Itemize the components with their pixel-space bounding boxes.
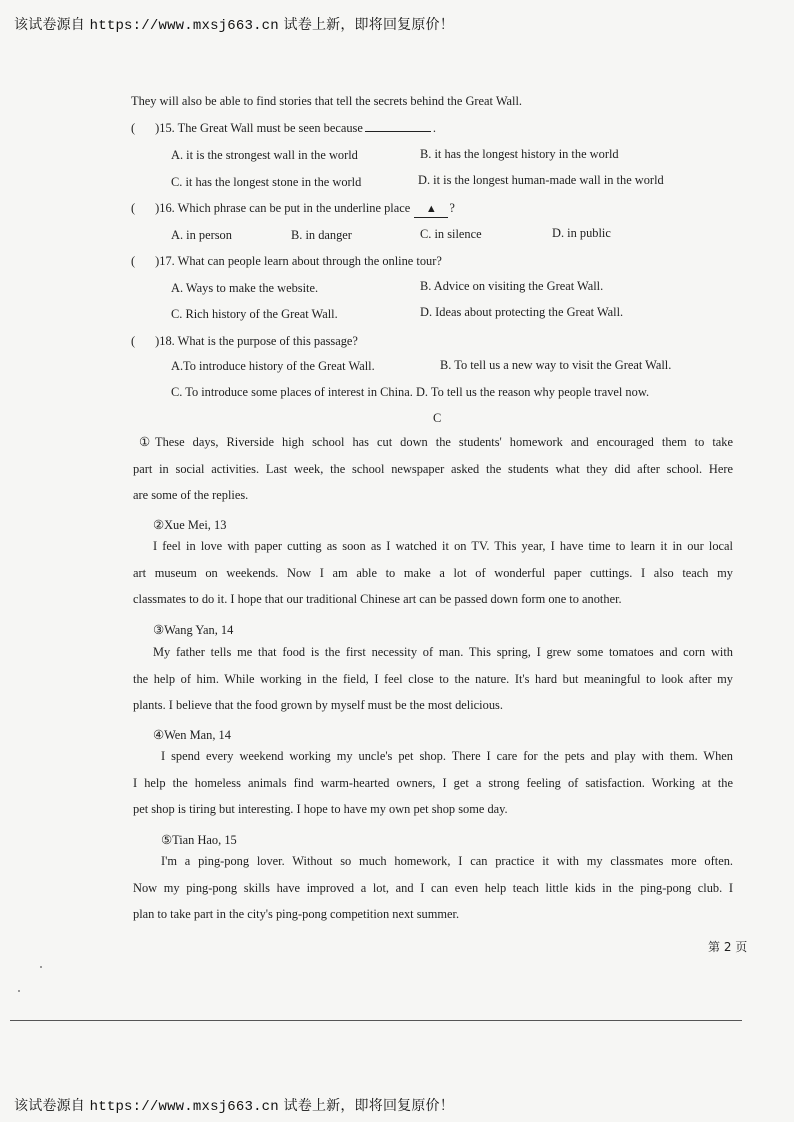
question-16-stem: )16. Which phrase can be put in the underline place xyxy=(155,201,411,215)
paragraph-line: I'm a ping-pong lover. Without so much homework, I can practice it with my classmates more often. xyxy=(161,854,733,868)
paragraph-line: I help the homeless animals find warm-hearted owners, I get a strong feeling of satisfaction. Working at the xyxy=(133,775,733,790)
paragraph-line: classmates to do it. I hope that our traditional Chinese art can be passed down form one to another. xyxy=(133,592,622,606)
option-17c: C. Rich history of the Great Wall. xyxy=(171,307,338,321)
paragraph-tian-hao xyxy=(133,848,733,928)
banner-url[interactable]: https://www.mxsj663.cn xyxy=(89,1099,279,1115)
paragraph-line: My father tells me that food is the first necessity of man. This spring, I grew some tomatoes and corn with xyxy=(153,645,733,659)
question-18 xyxy=(131,333,358,349)
question-18-stem: )18. What is the purpose of this passage? xyxy=(155,334,358,348)
option-15d: D. it is the longest human-made wall in the world xyxy=(418,173,664,187)
paragraph-line: plants. I believe that the food grown by myself must be the most delicious. xyxy=(133,698,503,712)
option-17a: A. Ways to make the website. xyxy=(171,281,319,295)
option-18c-d: C. To introduce some places of interest in China. D. To tell us the reason why people travel now. xyxy=(171,385,650,399)
paragraph-line: art museum on weekends. Now I am able to make a lot of wonderful paper cuttings. I also teach my xyxy=(133,565,733,580)
question-17-stem: )17. What can people learn about through the online tour? xyxy=(155,254,442,268)
scan-speck xyxy=(40,966,42,968)
paragraph-line: I feel in love with paper cutting as soon as I watched it on TV. This year, I have time to learn it in our local xyxy=(153,539,733,553)
question-16: ( )16. Which phrase can be put in the underline place ▲ ? xyxy=(131,200,455,218)
underline-place xyxy=(414,200,448,218)
option-16d: D. in public xyxy=(552,226,611,240)
option-16c: C. in silence xyxy=(420,227,482,241)
banner-suffix: 试卷上新，即将回复原价！ xyxy=(283,1098,454,1114)
student-name-xue-mei: ②Xue Mei, 13 xyxy=(153,518,227,532)
paragraph-wen-man xyxy=(133,743,733,823)
paragraph-line: plan to take part in the city's ping-pong competition next summer. xyxy=(133,907,460,921)
section-heading: C xyxy=(433,411,442,425)
paragraph-xue-mei xyxy=(133,533,733,613)
paragraph-line: are some of the replies. xyxy=(133,488,249,502)
banner-url[interactable]: https://www.mxsj663.cn xyxy=(89,18,279,34)
scan-speck xyxy=(18,990,20,992)
answer-paren: ( xyxy=(131,121,136,135)
paragraph-line: pet shop is tiring but interesting. I hope to have my own pet shop some day. xyxy=(133,802,508,816)
page-number: 第 2 页 xyxy=(708,940,748,954)
question-15-stem: )15. The Great Wall must be seen because xyxy=(155,121,363,135)
paragraph-line: Now my ping-pong skills have improved a lot, and I can even help teach little kids in the ping-pong club. I xyxy=(133,880,733,895)
option-17d: D. Ideas about protecting the Great Wall. xyxy=(420,305,624,319)
source-banner-top xyxy=(14,14,454,34)
answer-paren: ( xyxy=(131,254,136,268)
source-banner-bottom xyxy=(14,1095,454,1115)
paragraph-intro xyxy=(133,429,733,509)
answer-paren: ( xyxy=(131,334,136,348)
banner-prefix: 该试卷源自 xyxy=(14,17,85,33)
banner-prefix: 该试卷源自 xyxy=(14,1098,85,1114)
intro-line: They will also be able to find stories that tell the secrets behind the Great Wall. xyxy=(131,94,523,108)
question-17 xyxy=(131,253,442,269)
option-18a: A.To introduce history of the Great Wall. xyxy=(171,359,375,373)
option-15a: A. it is the strongest wall in the world xyxy=(171,148,358,162)
student-name-tian-hao: ⑤Tian Hao, 15 xyxy=(161,833,237,847)
option-16b: B. in danger xyxy=(291,228,352,242)
triangle-mark-icon: ▲ xyxy=(425,203,437,215)
page-bottom-rule xyxy=(10,1020,742,1021)
option-17b: B. Advice on visiting the Great Wall. xyxy=(420,279,604,293)
option-15b: B. it has the longest history in the world xyxy=(420,147,619,161)
paragraph-line: I spend every weekend working my uncle's pet shop. There I care for the pets and play with them. When xyxy=(161,749,733,763)
question-15: ( )15. The Great Wall must be seen because . xyxy=(131,121,436,135)
option-18b: B. To tell us a new way to visit the Great Wall. xyxy=(440,358,672,372)
student-name-wang-yan: ③Wang Yan, 14 xyxy=(153,623,234,637)
paragraph-line: part in social activities. Last week, the school newspaper asked the students what they did after school. Here xyxy=(133,461,733,476)
paragraph-wang-yan xyxy=(133,639,733,719)
answer-paren: ( xyxy=(131,201,136,215)
paragraph-line: the help of him. While working in the field, I feel close to the nature. It's hard but meaningful to look after my xyxy=(133,671,733,686)
student-name-wen-man: ④Wen Man, 14 xyxy=(153,728,231,742)
answer-blank xyxy=(365,121,431,132)
option-16a: A. in person xyxy=(171,228,232,242)
banner-suffix: 试卷上新，即将回复原价！ xyxy=(283,17,454,33)
option-15c: C. it has the longest stone in the world xyxy=(171,175,362,189)
paragraph-line: ①These days, Riverside high school has cut down the students' homework and encouraged them to take xyxy=(139,435,733,449)
